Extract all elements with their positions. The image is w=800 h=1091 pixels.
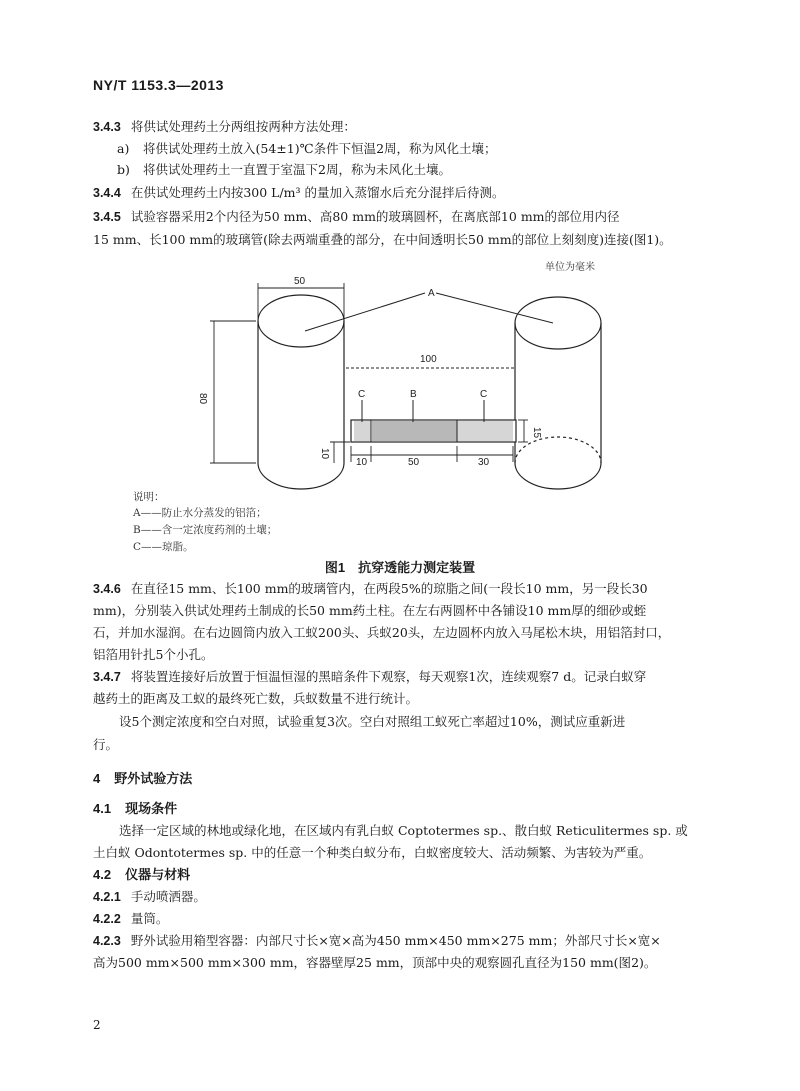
clause-text: 将供试处理药土分两组按两种方法处理： [130, 119, 356, 134]
clause-number: 3.4.6 [93, 582, 121, 596]
para-line: 选择一定区域的林地或绿化地，在区域内有乳白蚁 Coptotermes sp.、散白蚁 Reticulitermes sp. 或 [119, 823, 688, 838]
label-c-right: C [480, 389, 488, 400]
legend-title: 说明： [133, 491, 165, 503]
item-label: a) [117, 141, 130, 156]
para-4-2-2: 4.2.2 量筒。 [93, 911, 169, 926]
svg-text:50: 50 [408, 457, 420, 468]
clause-text: 试验容器采用2个内径为50 mm、高80 mm的玻璃圆杯，在离底部10 mm的部位用内径 [130, 209, 620, 224]
svg-text:10: 10 [356, 457, 368, 468]
item-label: b) [117, 162, 130, 177]
clause-number: 3.4.3 [93, 120, 121, 134]
legend-item: A——防止水分蒸发的铝箔； [133, 507, 267, 519]
document-header: NY/T 1153.3—2013 [93, 77, 224, 93]
para-4-2-1: 4.2.1 手动喷洒器。 [93, 889, 206, 904]
item-b [93, 161, 737, 179]
legend-item: B——含一定浓度药剂的土壤； [133, 524, 278, 536]
para-3-4-5-cont: 15 mm、长100 mm的玻璃管(除去两端重叠的部分，在中间透明长50 mm的部位上刻刻度)连接(图1)。 [93, 232, 672, 247]
label-a: A [428, 288, 435, 299]
figure-1-apparatus [0, 255, 800, 500]
item-text: 将供试处理药土放入(54±1)℃条件下恒温2周，称为风化土壤； [143, 141, 497, 156]
para-line: 高为500 mm×500 mm×300 mm，容器壁厚25 mm，顶部中央的观察圆孔直径为150 mm(图2)。 [93, 955, 657, 970]
svg-text:100: 100 [420, 354, 437, 365]
clause-number: 3.4.5 [93, 210, 121, 224]
clause-number: 3.4.7 [93, 670, 121, 684]
label-c-left: C [358, 389, 366, 400]
para-line: 越药土的距离及工蚁的最终死亡数，兵蚁数量不进行统计。 [93, 691, 419, 706]
legend-item: C——琼脂。 [133, 541, 194, 553]
svg-text:30: 30 [478, 457, 490, 468]
right-cylinder [515, 297, 601, 489]
svg-text:80: 80 [197, 393, 208, 405]
para-3-4-3 [93, 118, 713, 136]
svg-text:50: 50 [294, 276, 306, 287]
para-line: 行。 [93, 737, 119, 752]
para-line: 设5个测定浓度和空白对照，试验重复3次。空白对照组工蚁死亡率超过10%，测试应重新进 [119, 714, 626, 729]
para-line: mm)，分别装入供试处理药土制成的长50 mm药土柱。在左右两圆杯中各铺设10 mm厚的细砂或蛭 [93, 603, 647, 618]
svg-text:15: 15 [531, 427, 542, 439]
svg-text:10: 10 [319, 448, 330, 460]
label-b: B [410, 389, 417, 400]
clause-number: 3.4.4 [93, 186, 121, 200]
figure-caption: 图1 抗穿透能力测定装置 [324, 560, 476, 575]
para-3-4-6: 3.4.6 在直径15 mm、长100 mm的玻璃管内，在两段5%的琼脂之间(一段长10 mm，另一段长30 [93, 581, 648, 596]
clause-text: 在供试处理药土内按300 L/m³ 的量加入蒸馏水后充分混拌后待测。 [130, 185, 505, 200]
dim-top-50 [258, 283, 344, 318]
left-cylinder [258, 295, 344, 489]
dim-bottom-10 [330, 442, 350, 463]
unit-label: 单位为毫米 [545, 262, 595, 273]
para-3-4-5 [93, 208, 713, 226]
dim-height-80 [210, 321, 256, 463]
para-line: 铝箔用针扎5个小孔。 [93, 647, 214, 662]
para-line: 土白蚁 Odontotermes sp. 中的任意一个种类白蚁分布，白蚁密度较大、活动频繁、为害较为严重。 [93, 845, 652, 860]
dim-dia-15 [518, 420, 528, 442]
item-text: 将供试处理药土一直置于室温下2周，称为未风化土壤。 [143, 162, 451, 177]
page-number: 2 [93, 1018, 101, 1032]
para-4-2-3: 4.2.3 野外试验用箱型容器：内部尺寸长×宽×高为450 mm×450 mm×275 mm；外部尺寸长×宽× [93, 933, 661, 948]
para-line: 石，并加水湿润。在右边圆筒内放入工蚁200头、兵蚁20头，左边圆杯内放入马尾松木块，用铝箔封口， [93, 625, 671, 640]
section-4-2-heading: 4.2 仪器与材料 [93, 867, 191, 882]
para-3-4-7: 3.4.7 将装置连接好后放置于恒温恒湿的黑暗条件下观察，每天观察1次，连续观察7 d。记录白蚁穿 [93, 669, 647, 684]
para-3-4-4 [93, 184, 713, 202]
section-4-heading: 4 野外试验方法 [93, 771, 193, 786]
item-a [93, 140, 737, 158]
section-4-1-heading: 4.1 现场条件 [93, 801, 178, 816]
glass-pipe [351, 420, 516, 442]
